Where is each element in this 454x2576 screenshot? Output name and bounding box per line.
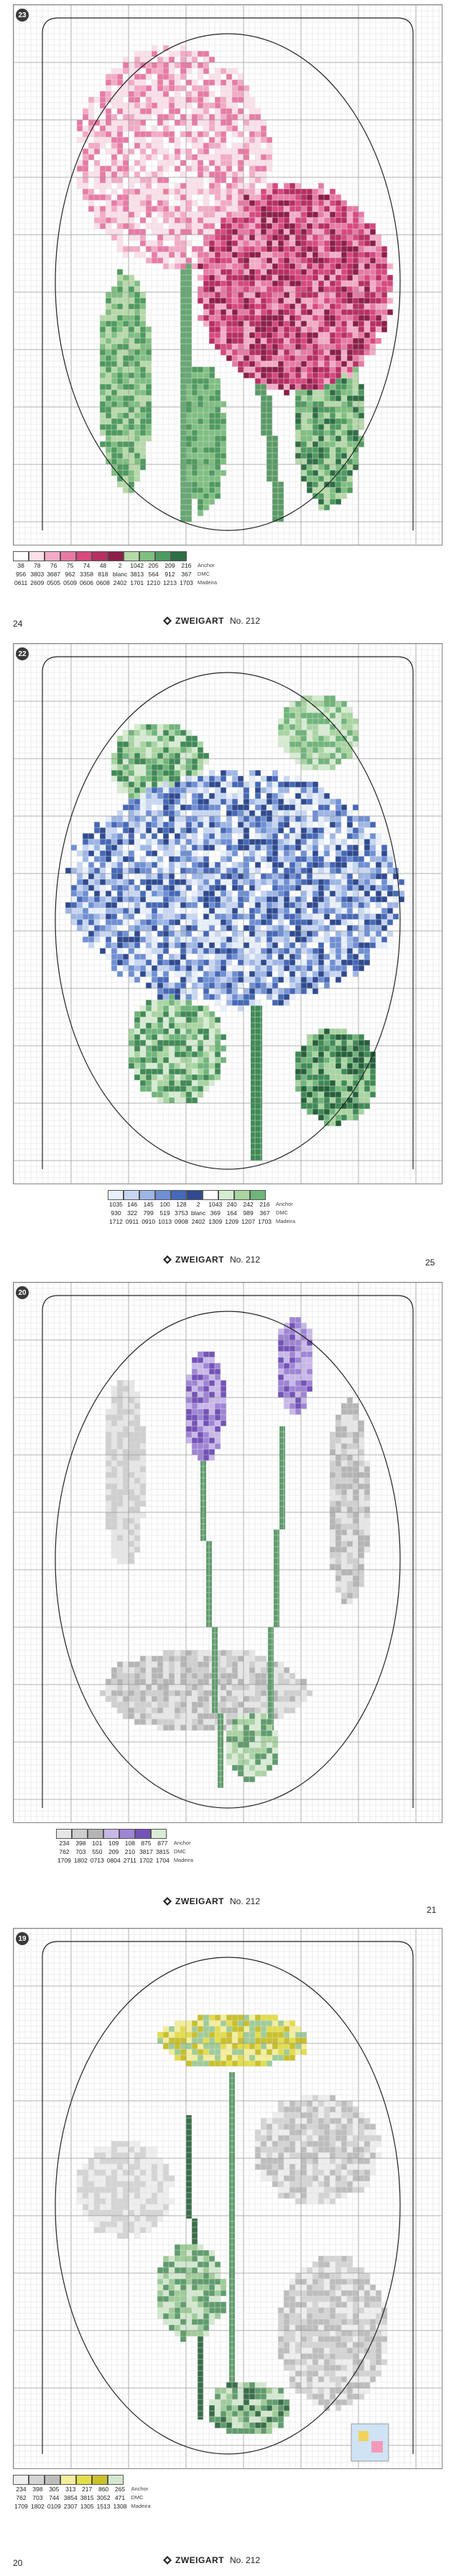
legend-code: 398 — [32, 2486, 43, 2493]
tulip-chart — [13, 4, 443, 545]
legend-code: 1013 — [158, 1218, 172, 1225]
legend-code: 205 — [148, 562, 159, 569]
legend-code: 1513 — [96, 2503, 111, 2510]
legend-code: 209 — [108, 1848, 119, 1855]
legend-code: 75 — [66, 562, 74, 569]
legend-brand-label: DMC — [173, 1848, 186, 1855]
footer-brand — [162, 2555, 260, 2565]
legend-code: 1207 — [241, 1218, 256, 1225]
legend-code: 1704 — [155, 1857, 170, 1864]
legend-code: 860 — [98, 2486, 109, 2493]
legend-code: 1709 — [57, 1857, 71, 1864]
yarrow-pattern — [14, 1929, 442, 2468]
legend-code: 128 — [176, 1201, 187, 1208]
legend-code: 956 — [16, 571, 27, 578]
color-swatch — [76, 551, 92, 561]
color-swatch — [45, 551, 60, 561]
legend-code: 1703 — [258, 1218, 272, 1225]
page-lavender — [0, 1278, 454, 1924]
page-hydrangea — [0, 639, 454, 1278]
legend-code: 145 — [143, 1201, 154, 1208]
legend-code: 1213 — [163, 579, 177, 586]
color-swatch — [124, 1190, 139, 1200]
legend-code: 0608 — [96, 579, 110, 586]
legend-code: 3753 — [175, 1209, 188, 1217]
color-legend — [56, 1829, 195, 1865]
lavender-chart — [13, 1282, 443, 1823]
legend-code: 912 — [165, 571, 175, 578]
legend-code: 3803 — [30, 571, 45, 578]
legend-table — [108, 1200, 297, 1226]
legend-code: 38 — [17, 562, 24, 569]
legend-code: 240 — [226, 1201, 237, 1208]
legend-code: 2 — [118, 562, 122, 569]
color-swatch — [218, 1190, 234, 1200]
legend-code: 1701 — [130, 579, 144, 586]
legend-row-dmc — [56, 1847, 195, 1856]
color-swatch — [56, 1829, 72, 1839]
zweigart-mark-icon — [162, 2555, 172, 2565]
legend-code: 0804 — [106, 1857, 121, 1864]
legend-row-madeira — [13, 2502, 152, 2511]
legend-row-madeira — [108, 1217, 297, 1226]
legend-code: 3687 — [47, 571, 61, 578]
legend-code: 3358 — [80, 571, 93, 578]
photo-thumbnail — [351, 2424, 389, 2461]
legend-code: 519 — [159, 1209, 170, 1217]
legend-code: 210 — [124, 1848, 135, 1855]
page-number: 21 — [427, 1905, 437, 1915]
footer-brand — [162, 616, 260, 626]
legend-code: 1709 — [14, 2503, 28, 2510]
legend-code: 1802 — [30, 2503, 45, 2510]
legend-code: 0509 — [63, 579, 78, 586]
zweigart-logo — [162, 2555, 224, 2565]
legend-code: 48 — [99, 562, 107, 569]
color-swatch — [135, 1829, 151, 1839]
legend-brand-label: Anchor — [131, 2486, 149, 2492]
color-swatch — [60, 551, 76, 561]
color-swatch — [151, 1829, 167, 1839]
hydrangea-pattern — [14, 644, 442, 1184]
legend-code: 0908 — [175, 1218, 188, 1225]
legend-code: 471 — [114, 2494, 126, 2501]
legend-code: 78 — [34, 562, 41, 569]
lavender-pattern — [14, 1283, 442, 1822]
legend-code: 2 — [196, 1201, 200, 1208]
legend-code: 1042 — [130, 562, 144, 569]
legend-row-anchor — [56, 1839, 195, 1847]
color-legend — [13, 551, 218, 587]
legend-code: 322 — [126, 1209, 138, 1217]
legend-code: 101 — [92, 1840, 103, 1847]
brand-name: ZWEIGART — [175, 1896, 224, 1906]
legend-row-dmc — [13, 2493, 152, 2502]
color-swatch — [124, 551, 139, 561]
color-swatch — [92, 551, 108, 561]
legend-code: 3817 — [139, 1848, 153, 1855]
legend-code: 703 — [75, 1848, 86, 1855]
legend-brand-label: Madeira — [275, 1218, 296, 1224]
yarrow-chart — [13, 1928, 443, 2469]
legend-code: 550 — [92, 1848, 103, 1855]
legend-code: 0611 — [14, 579, 28, 586]
color-swatch — [187, 1190, 203, 1200]
color-swatch — [92, 2475, 108, 2485]
legend-code: 367 — [181, 571, 192, 578]
legend-code: 146 — [126, 1201, 138, 1208]
color-swatches — [108, 1190, 297, 1200]
legend-code: 1035 — [109, 1201, 123, 1208]
legend-code: 1703 — [179, 579, 193, 586]
zweigart-logo — [162, 1255, 224, 1265]
legend-code: 877 — [157, 1840, 168, 1847]
legend-code: blanc — [112, 571, 128, 578]
issue-number: No. 212 — [230, 1896, 261, 1906]
legend-brand-label: DMC — [275, 1209, 289, 1216]
legend-brand-label: Madeira — [131, 2503, 151, 2509]
legend-table — [56, 1839, 195, 1865]
color-swatch — [29, 2475, 45, 2485]
legend-code: 1702 — [139, 1857, 153, 1864]
pattern-number-badge: 19 — [16, 1932, 29, 1945]
legend-code: 989 — [243, 1209, 254, 1217]
zweigart-mark-icon — [162, 1896, 172, 1906]
color-swatch — [139, 1190, 155, 1200]
zweigart-mark-icon — [162, 1255, 172, 1265]
legend-brand-label: DMC — [197, 571, 210, 577]
legend-row-anchor — [13, 561, 218, 570]
legend-code: 3813 — [130, 571, 144, 578]
page-number: 24 — [13, 619, 23, 629]
legend-code: 2402 — [191, 1218, 205, 1225]
legend-row-anchor — [13, 2485, 152, 2493]
legend-code: 1309 — [208, 1218, 223, 1225]
legend-row-anchor — [108, 1200, 297, 1209]
color-swatch — [155, 1190, 171, 1200]
zweigart-logo — [162, 1896, 224, 1906]
color-swatch — [13, 2475, 29, 2485]
legend-code: 217 — [82, 2486, 93, 2493]
legend-row-madeira — [56, 1856, 195, 1865]
issue-number: No. 212 — [230, 2555, 261, 2565]
legend-code: 216 — [259, 1201, 270, 1208]
color-swatch — [203, 1190, 218, 1200]
color-swatches — [13, 2475, 152, 2485]
color-swatch — [234, 1190, 250, 1200]
legend-code: 0109 — [47, 2503, 61, 2510]
zweigart-mark-icon — [162, 616, 172, 626]
legend-code: 1305 — [80, 2503, 94, 2510]
legend-code: 962 — [65, 571, 75, 578]
legend-code: 2402 — [113, 579, 127, 586]
pattern-number-badge: 22 — [16, 647, 29, 660]
legend-code: 2711 — [123, 1857, 136, 1864]
pattern-number-badge: 20 — [16, 1286, 29, 1299]
color-swatch — [76, 2475, 92, 2485]
color-legend — [13, 2475, 152, 2511]
legend-code: 762 — [59, 1848, 70, 1855]
legend-code: 744 — [49, 2494, 60, 2501]
issue-number: No. 212 — [230, 1255, 261, 1265]
legend-code: 875 — [141, 1840, 152, 1847]
color-swatch — [103, 1829, 119, 1839]
color-swatch — [13, 551, 29, 561]
legend-code: 1802 — [73, 1857, 88, 1864]
color-swatches — [13, 551, 218, 561]
legend-code: 703 — [32, 2494, 43, 2501]
color-swatch — [72, 1829, 88, 1839]
legend-code: 398 — [75, 1840, 86, 1847]
color-swatch — [60, 2475, 76, 2485]
legend-code: 265 — [114, 2486, 126, 2493]
legend-brand-label: Madeira — [173, 1857, 193, 1863]
brand-name: ZWEIGART — [175, 616, 224, 626]
legend-brand-label: Anchor — [173, 1840, 191, 1846]
page-number: 25 — [425, 1257, 435, 1268]
hydrangea-chart — [13, 643, 443, 1184]
legend-code: 3815 — [155, 1848, 170, 1855]
legend-code: 0910 — [142, 1218, 156, 1225]
legend-code: 234 — [16, 2486, 27, 2493]
legend-brand-label: Anchor — [275, 1201, 293, 1207]
brand-name: ZWEIGART — [175, 1255, 224, 1265]
legend-brand-label: Anchor — [197, 562, 215, 568]
color-swatch — [155, 551, 171, 561]
pattern-number-badge: 23 — [16, 9, 29, 22]
legend-table — [13, 2485, 152, 2511]
footer-brand — [162, 1255, 260, 1265]
legend-code: 0911 — [125, 1218, 139, 1225]
legend-code: 1712 — [109, 1218, 123, 1225]
page-number: 20 — [13, 2558, 23, 2568]
legend-row-dmc — [13, 570, 218, 579]
legend-code: 100 — [159, 1201, 170, 1208]
legend-code: 0505 — [47, 579, 61, 586]
color-swatch — [29, 551, 45, 561]
legend-table — [13, 561, 218, 587]
legend-code: 109 — [108, 1840, 119, 1847]
legend-code: 108 — [124, 1840, 135, 1847]
color-swatch — [119, 1829, 135, 1839]
color-swatch — [108, 1190, 124, 1200]
legend-code: 369 — [210, 1209, 221, 1217]
legend-code: 1210 — [147, 579, 161, 586]
issue-number: No. 212 — [230, 616, 261, 626]
legend-code: 242 — [243, 1201, 254, 1208]
legend-code: 1043 — [208, 1201, 223, 1208]
legend-code: 74 — [83, 562, 91, 569]
legend-code: 1308 — [113, 2503, 127, 2510]
tulip-pattern — [14, 5, 442, 545]
color-legend — [108, 1190, 297, 1226]
legend-code: blanc — [190, 1209, 206, 1217]
legend-code: 216 — [181, 562, 192, 569]
legend-code: 209 — [165, 562, 175, 569]
zweigart-logo — [162, 616, 224, 626]
color-swatch — [250, 1190, 266, 1200]
legend-code: 76 — [50, 562, 57, 569]
legend-row-dmc — [108, 1209, 297, 1217]
brand-name: ZWEIGART — [175, 2555, 224, 2565]
legend-code: 305 — [49, 2486, 60, 2493]
legend-code: 0713 — [90, 1857, 104, 1864]
color-swatch — [45, 2475, 60, 2485]
page-tulip — [0, 0, 454, 639]
legend-code: 2609 — [30, 579, 45, 586]
footer-brand — [162, 1896, 260, 1906]
color-swatch — [139, 551, 155, 561]
legend-code: 0606 — [80, 579, 93, 586]
legend-code: 313 — [65, 2486, 76, 2493]
color-swatch — [171, 1190, 187, 1200]
legend-code: 2307 — [63, 2503, 78, 2510]
legend-code: 3854 — [63, 2494, 78, 2501]
legend-brand-label: Madeira — [197, 579, 218, 586]
legend-row-madeira — [13, 579, 218, 587]
legend-code: 367 — [259, 1209, 270, 1217]
color-swatch — [88, 1829, 103, 1839]
legend-code: 564 — [148, 571, 159, 578]
legend-code: 799 — [143, 1209, 154, 1217]
color-swatch — [171, 551, 187, 561]
legend-code: 3052 — [96, 2494, 111, 2501]
legend-code: 234 — [59, 1840, 70, 1847]
color-swatches — [56, 1829, 195, 1839]
legend-brand-label: DMC — [131, 2494, 144, 2501]
page-yarrow — [0, 1924, 454, 2576]
legend-code: 930 — [111, 1209, 121, 1217]
legend-code: 3815 — [80, 2494, 94, 2501]
legend-code: 818 — [98, 571, 108, 578]
color-swatch — [108, 2475, 124, 2485]
legend-code: 762 — [16, 2494, 27, 2501]
color-swatch — [108, 551, 124, 561]
legend-code: 164 — [226, 1209, 237, 1217]
legend-code: 1209 — [225, 1218, 239, 1225]
